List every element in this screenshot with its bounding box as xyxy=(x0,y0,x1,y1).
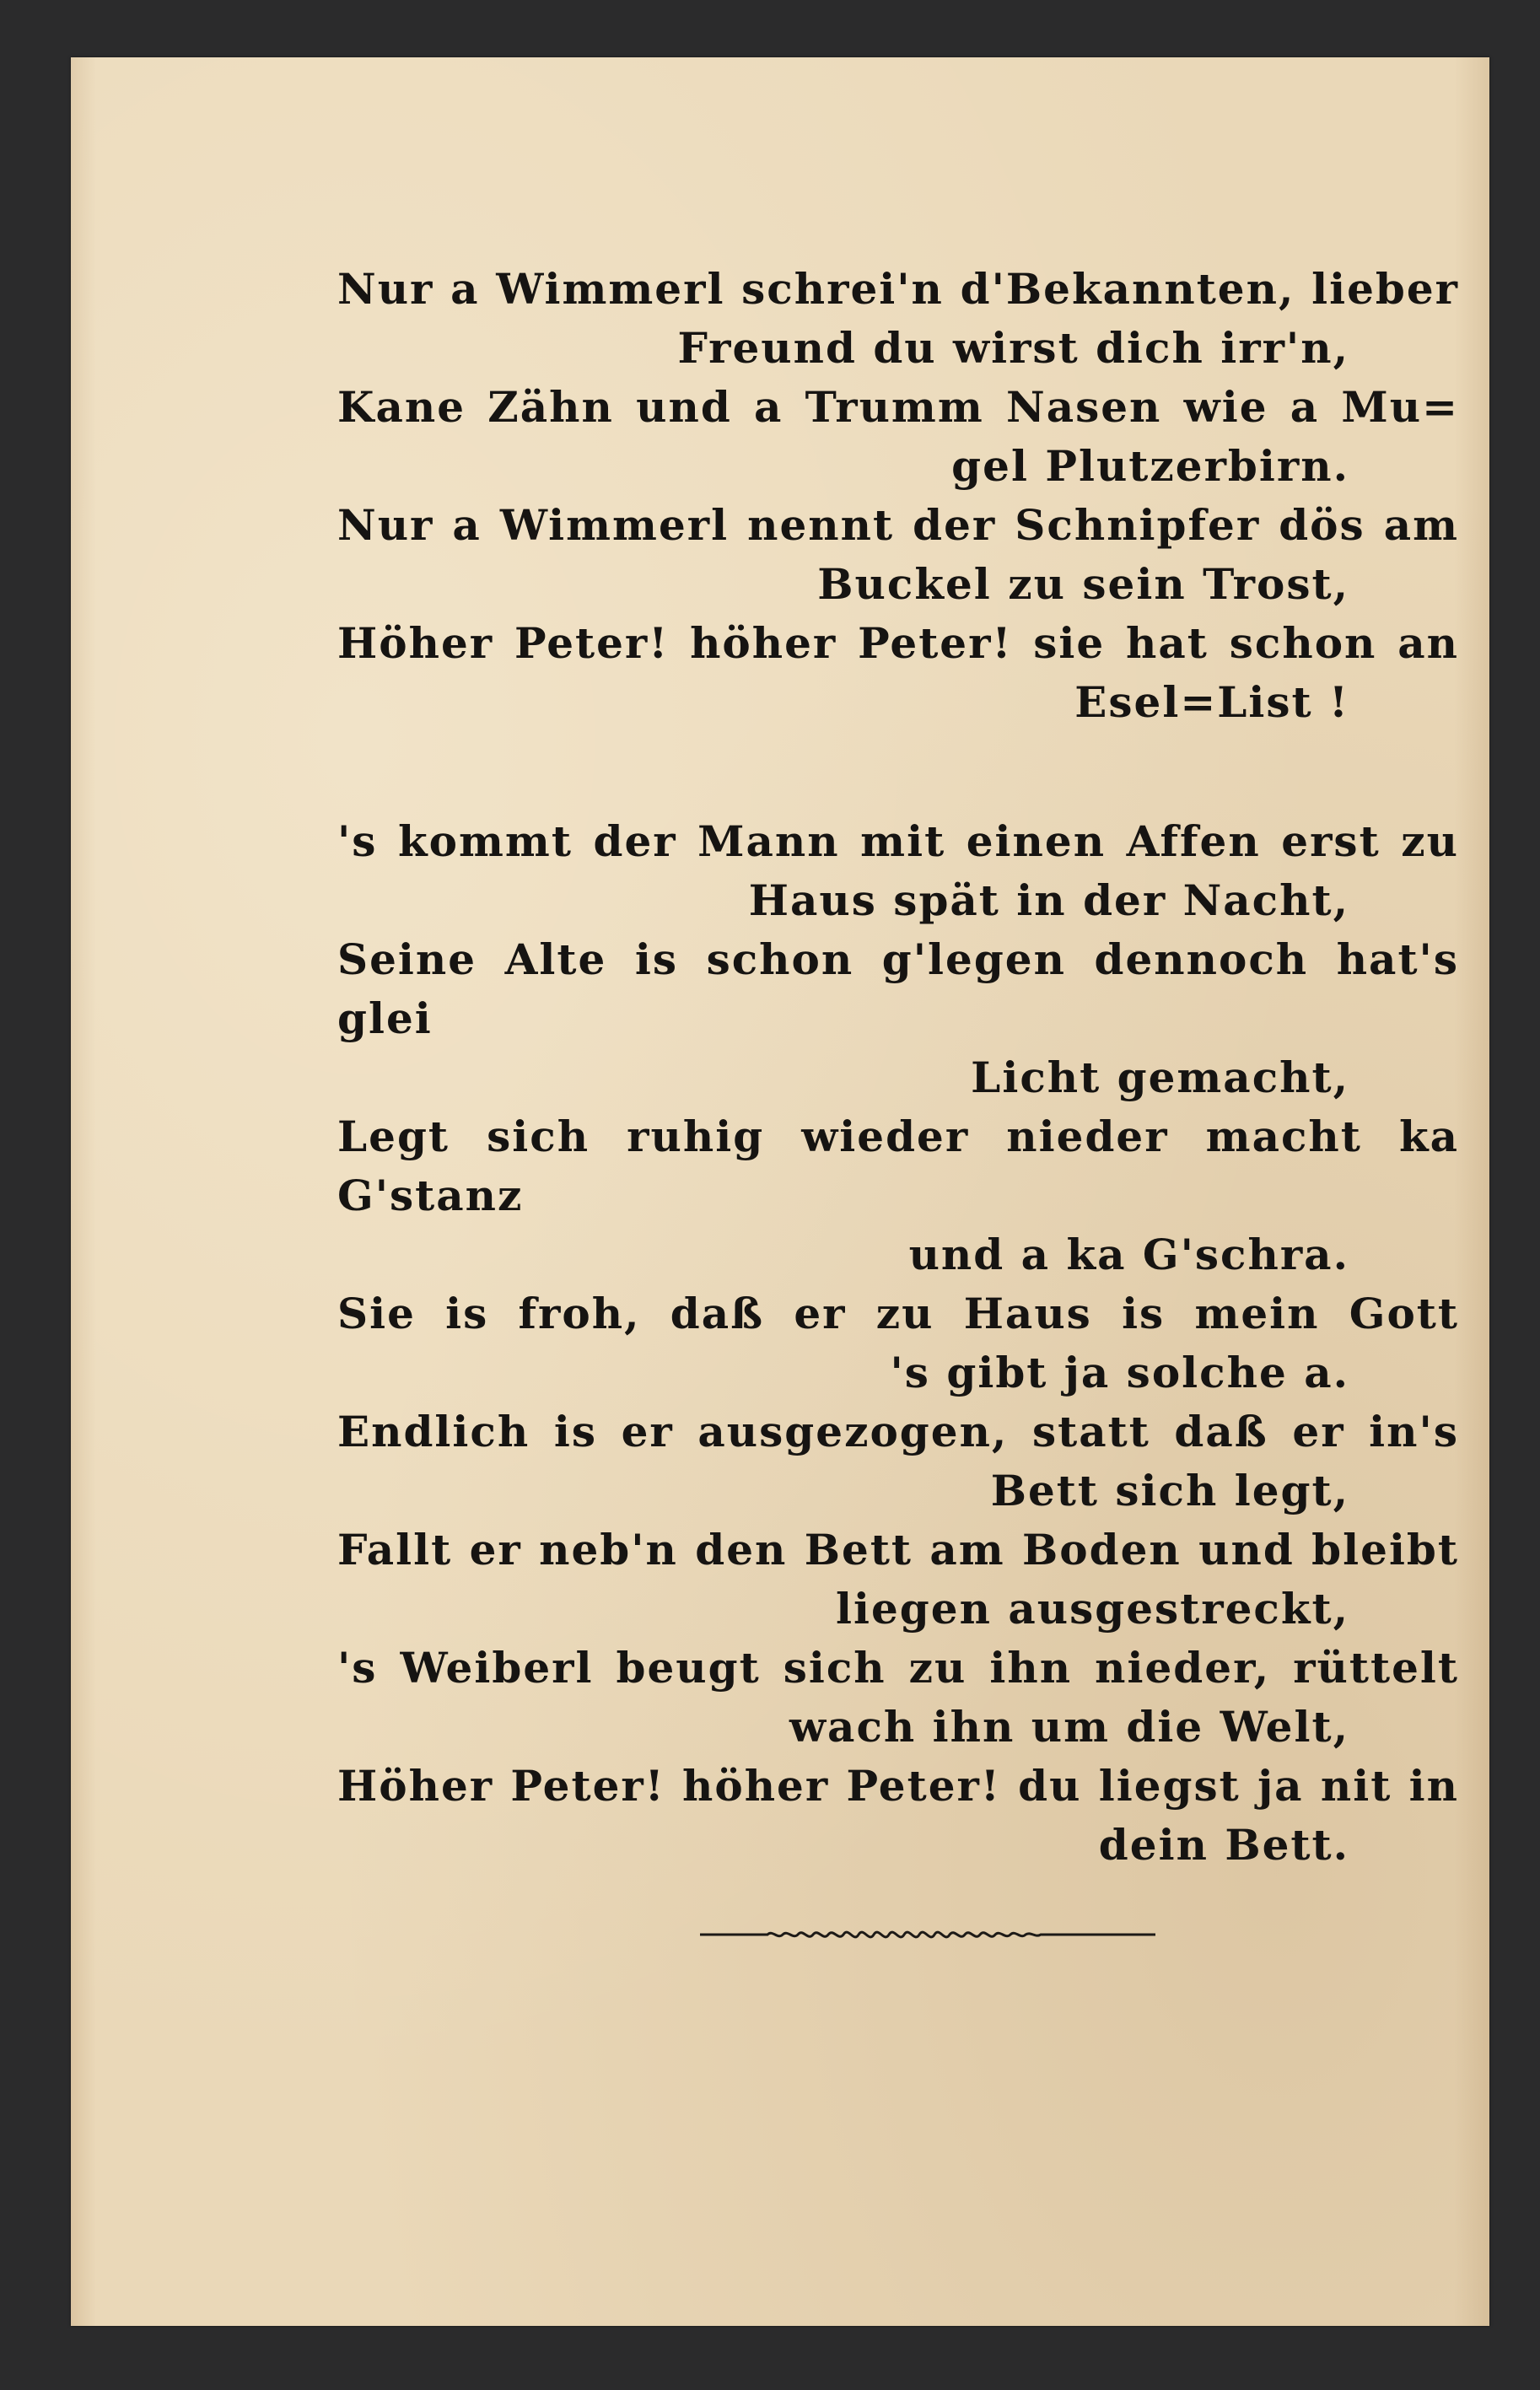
line-continuation: Haus spät in der Nacht, xyxy=(748,875,1349,925)
line-continuation: liegen ausgestreckt, xyxy=(836,1584,1349,1634)
verse-line xyxy=(337,930,1467,1107)
verse-line xyxy=(337,1402,1467,1521)
verse-line xyxy=(337,260,1467,378)
line-text: Nur a Wimmerl nennt der Schnipfer dös am xyxy=(337,500,1459,550)
stanza-1 xyxy=(337,260,1467,732)
line-continuation: Bett sich legt, xyxy=(990,1466,1349,1515)
line-text: Kane Zähn und a Trumm Nasen wie a Mu= xyxy=(337,382,1459,432)
verse-line xyxy=(337,378,1467,496)
line-text: Fallt er neb'n den Bett am Boden und bleibt xyxy=(337,1525,1459,1574)
verse-line xyxy=(337,614,1467,732)
line-continuation: 's gibt ja solche a. xyxy=(890,1348,1349,1397)
verse-line xyxy=(337,1639,1467,1757)
line-continuation: gel Plutzerbirn. xyxy=(951,441,1349,491)
line-text: Endlich is er ausgezogen, statt daß er in's xyxy=(337,1407,1459,1456)
line-text: Sie is froh, daß er zu Haus is mein Gott xyxy=(337,1289,1459,1338)
verse-line xyxy=(337,496,1467,614)
line-continuation: Freund du wirst dich irr'n, xyxy=(677,323,1349,373)
verse-line xyxy=(337,812,1467,930)
verse-line xyxy=(337,1521,1467,1639)
stanza-2 xyxy=(337,812,1467,1875)
verse-line xyxy=(337,1284,1467,1402)
line-text: 's Weiberl beugt sich zu ihn nieder, rüttelt xyxy=(337,1643,1459,1693)
document-page xyxy=(71,57,1489,2326)
line-continuation: und a ka G'schra. xyxy=(908,1230,1349,1279)
line-text: Nur a Wimmerl schrei'n d'Bekannten, lieber xyxy=(337,264,1459,314)
line-text: Höher Peter! höher Peter! sie hat schon an xyxy=(337,618,1459,668)
line-text: Höher Peter! höher Peter! du liegst ja nit in xyxy=(337,1761,1459,1811)
line-continuation: Buckel zu sein Trost, xyxy=(817,559,1349,609)
line-continuation: dein Bett. xyxy=(1098,1820,1349,1870)
line-text: Legt sich ruhig wieder nieder macht ka G'stanz xyxy=(337,1112,1459,1220)
line-text: Seine Alte is schon g'legen dennoch hat's glei xyxy=(337,934,1459,1043)
ornament-divider-icon xyxy=(700,1918,1155,1951)
verse-line xyxy=(337,1757,1467,1875)
line-continuation: Licht gemacht, xyxy=(971,1052,1349,1102)
line-text: 's kommt der Mann mit einen Affen erst zu xyxy=(337,816,1459,866)
verse-line xyxy=(337,1107,1467,1284)
line-continuation: Esel=List ! xyxy=(1074,677,1349,727)
line-continuation: wach ihn um die Welt, xyxy=(789,1702,1349,1752)
